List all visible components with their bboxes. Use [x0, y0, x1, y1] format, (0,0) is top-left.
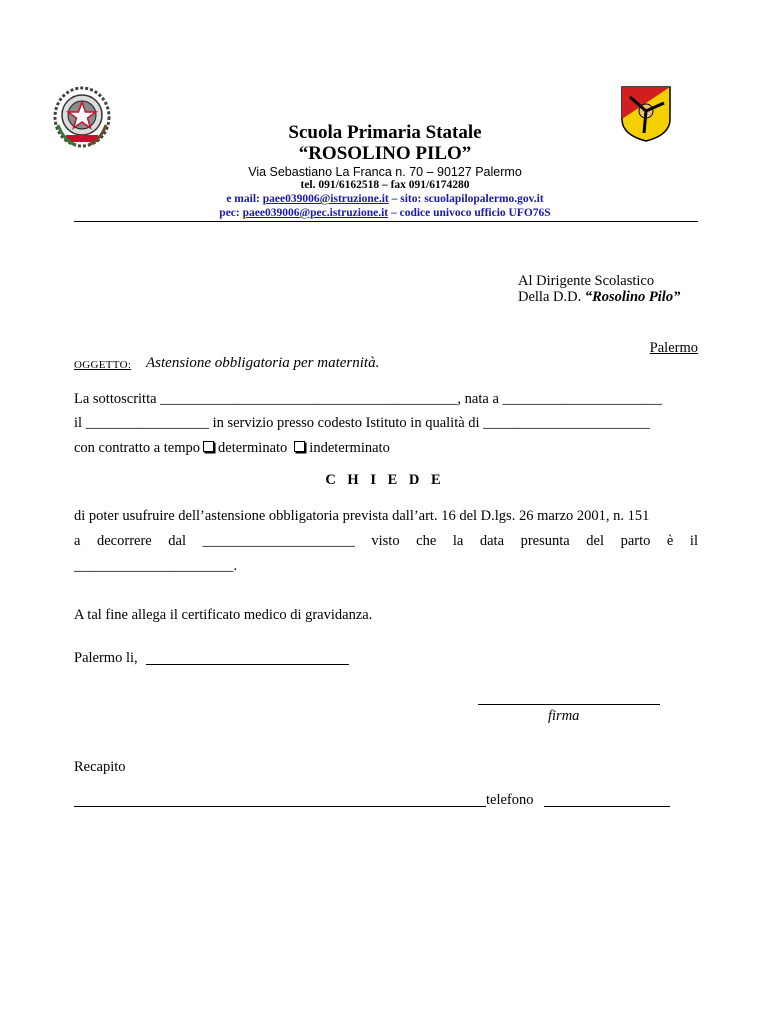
form-line-2: [74, 415, 650, 432]
date-label: Palermo li,: [74, 650, 138, 666]
recipient-prefix: Della D.D.: [518, 289, 585, 305]
recipient-line1: Al Dirigente Scolastico: [518, 273, 655, 289]
word: data: [479, 533, 505, 549]
word: il: [689, 533, 698, 549]
email-label: e mail:: [226, 193, 263, 205]
phone-field[interactable]: [544, 806, 670, 807]
pec-label: pec:: [219, 207, 243, 219]
name-field[interactable]: _________________________________________: [160, 391, 458, 407]
subject-label: OGGETTO:: [74, 359, 132, 371]
determinato-label: determinato: [218, 440, 288, 456]
signature-label: firma: [548, 708, 580, 724]
place: Palermo: [649, 340, 698, 356]
request-line-1: di poter usufruire dell’astensione obbligatoria prevista dall’art. 16 del D.lgs. 26 marzo 2001, n. 151: [74, 508, 650, 524]
form-line-3: [74, 440, 390, 457]
word: visto: [371, 533, 400, 549]
word: è: [666, 533, 674, 549]
signature-field[interactable]: [478, 704, 660, 705]
recipient-name: “Rosolino Pilo”: [584, 289, 681, 305]
birthplace-field[interactable]: ______________________: [502, 391, 663, 407]
name-label: La sottoscritta: [74, 391, 161, 407]
pec-line: [0, 207, 770, 219]
school-name: Scuola Primaria Statale: [288, 122, 482, 143]
address-field[interactable]: [74, 806, 486, 807]
birthdate-field[interactable]: _________________: [85, 415, 209, 431]
word: parto: [620, 533, 651, 549]
tel-fax: tel. 091/6162518 – fax 091/6174280: [300, 179, 470, 191]
indeterminato-checkbox[interactable]: [294, 441, 305, 452]
chiede-heading: C H I E D E: [325, 472, 445, 488]
header-divider: [74, 221, 698, 222]
site-label: – sito: scuolapilopalermo.gov.it: [388, 193, 544, 205]
form-line-1: [74, 391, 662, 408]
start-date-field[interactable]: _____________________: [202, 533, 355, 549]
subject-text: Astensione obbligatoria per maternità.: [146, 355, 380, 371]
word: presunta: [520, 533, 570, 549]
word: la: [452, 533, 464, 549]
recapito-label: Recapito: [74, 759, 126, 775]
email-link[interactable]: paee039006@istruzione.it: [262, 193, 389, 205]
pec-suffix: – codice univoco ufficio UFO76S: [388, 207, 551, 219]
word: del: [586, 533, 604, 549]
word: che: [416, 533, 437, 549]
role-field[interactable]: _______________________: [483, 415, 650, 431]
recipient-line2: [518, 289, 680, 306]
telefono-label: telefono: [486, 792, 534, 808]
word: dal: [168, 533, 187, 549]
pec-link[interactable]: paee039006@pec.istruzione.it: [242, 207, 389, 219]
determinato-checkbox[interactable]: [203, 441, 214, 452]
date-field[interactable]: [146, 664, 349, 665]
contract-label: con contratto a tempo: [74, 440, 201, 456]
birthplace-label: , nata a: [457, 391, 503, 407]
role-label: in servizio presso codesto Istituto in qualità di: [208, 415, 484, 431]
email-line: [0, 193, 770, 205]
attachment-text: A tal fine allega il certificato medico di gravidanza.: [74, 607, 373, 623]
word: a: [74, 533, 81, 549]
school-subtitle: “ROSOLINO PILO”: [298, 143, 472, 164]
birthdate-label: il: [74, 415, 86, 431]
word: decorrere: [97, 533, 152, 549]
date-line: [74, 650, 138, 667]
indeterminato-label: indeterminato: [309, 440, 390, 456]
due-date-field[interactable]: ______________________.: [74, 558, 238, 574]
school-address: Via Sebastiano La Franca n. 70 – 90127 Palermo: [248, 165, 522, 179]
request-line-2: [74, 533, 698, 550]
